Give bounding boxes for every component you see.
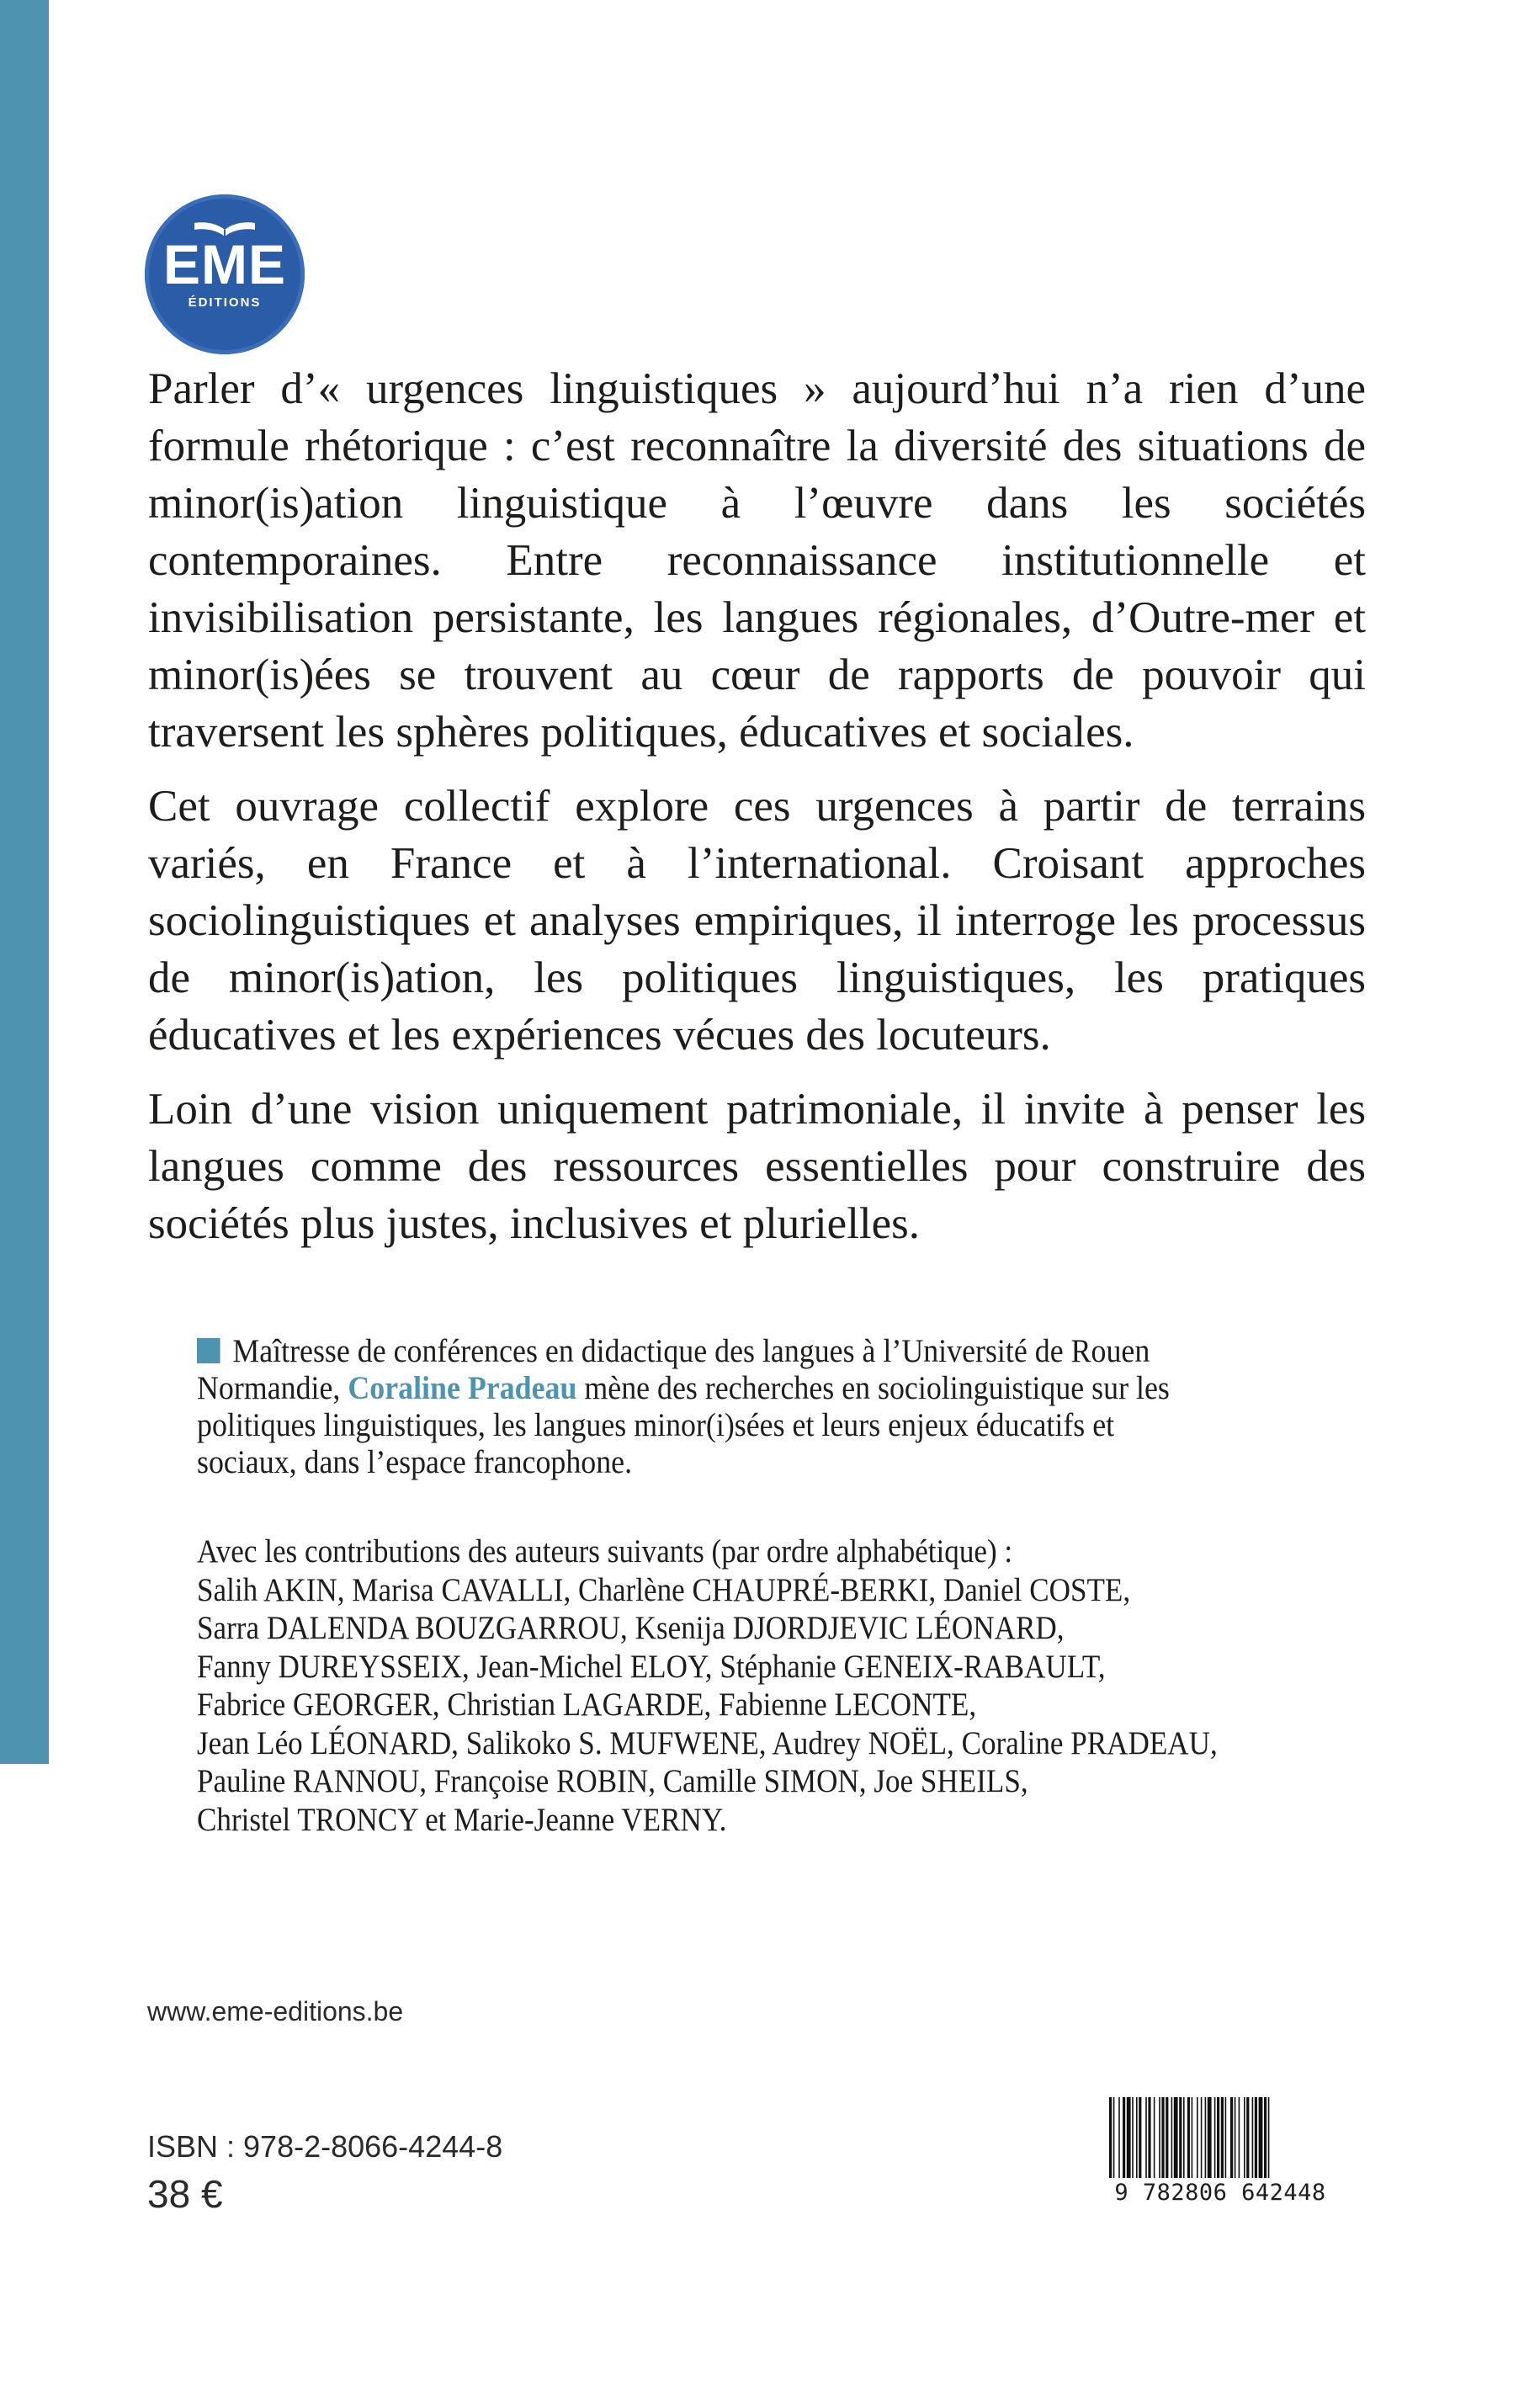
back-cover-blurb xyxy=(148,360,1366,1269)
publisher-logo xyxy=(145,194,305,354)
contributors-line: Fanny DUREYSSEIX, Jean-Michel ELOY, Stéphanie GENEIX-RABAULT, xyxy=(197,1648,1106,1685)
logo-mark: EME xyxy=(162,233,287,295)
logo-subtitle: ÉDITIONS xyxy=(188,295,262,310)
contributors-line: Salih AKIN, Marisa CAVALLI, Charlène CHAUPRÉ-BERKI, Daniel COSTE, xyxy=(197,1571,1131,1608)
contributors-list xyxy=(197,1532,1227,1839)
blurb-paragraph: Cet ouvrage collectif explore ces urgences à partir de terrains variés, en France et à l’international. Croisant approches sociolinguistiques et analyses empiriques, il interroge les processus de minor(is)ation, les politiques linguistiques, les pratiques éducatives et les expériences vécues des locuteurs. xyxy=(148,782,1366,1060)
isbn: ISBN : 978-2-8066-4244-8 xyxy=(147,2129,503,2164)
bio-text-after: mène des recherches en sociolinguistique sur les politiques linguistiques, les langues minor(i)sées et leurs enjeux éducatifs et sociaux, dans l’espace francophone. xyxy=(197,1370,1170,1480)
contributors-line: Sarra DALENDA BOUZGARROU, Ksenija DJORDJEVIC LÉONARD, xyxy=(197,1610,1065,1646)
blurb-paragraph: Parler d’« urgences linguistiques » aujourd’hui n’a rien d’une formule rhétorique : c’est reconnaître la diversité des situations de minor(is)ation linguistique à l’œuvre dans les sociétés contemporaines. Entre reconnaissance institutionnelle et invisibilisation persistante, les langues régionales, d’Outre-mer et minor(is)ées se trouvent au cœur de rapports de pouvoir qui traversent les sphères politiques, éducatives et sociales. xyxy=(148,364,1366,757)
author-name: Coraline Pradeau xyxy=(348,1370,577,1406)
barcode xyxy=(1094,2097,1346,2207)
barcode-bars xyxy=(1109,2097,1336,2181)
contributors-line: Fabrice GEORGER, Christian LAGARDE, Fabienne LECONTE, xyxy=(197,1686,977,1723)
square-bullet-icon xyxy=(197,1338,220,1363)
contributors-line: Christel TRONCY et Marie-Jeanne VERNY. xyxy=(197,1801,727,1838)
contributors-line: Avec les contributions des auteurs suivants (par ordre alphabétique) : xyxy=(197,1533,1013,1570)
barcode-digits: 9 782806 642448 xyxy=(1114,2180,1326,2206)
side-color-band xyxy=(0,0,49,1764)
author-bio xyxy=(197,1333,1190,1481)
publisher-website: www.eme-editions.be xyxy=(147,1996,404,2026)
contributors-line: Jean Léo LÉONARD, Salikoko S. MUFWENE, Audrey NOËL, Coraline PRADEAU, xyxy=(197,1724,1218,1761)
contributors-line: Pauline RANNOU, Françoise ROBIN, Camille SIMON, Joe SHEILS, xyxy=(197,1763,1028,1799)
bio-text-before: Maîtresse de conférences en didactique des langues à l’Université de Rouen Normandie, xyxy=(197,1333,1150,1406)
blurb-paragraph: Loin d’une vision uniquement patrimoniale, il invite à penser les langues comme des ressources essentielles pour construire des sociétés plus justes, inclusives et plurielles. xyxy=(148,1085,1366,1248)
price: 38 € xyxy=(147,2172,223,2216)
